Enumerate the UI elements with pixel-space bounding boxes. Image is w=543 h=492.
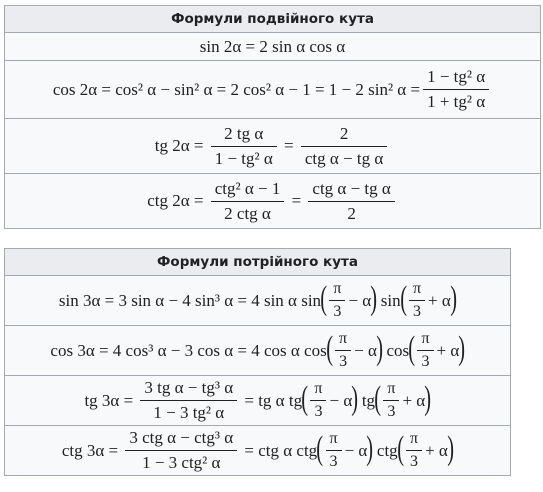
minus-alpha: − α: [329, 390, 353, 410]
fraction-denominator: 2 ctg α: [224, 203, 271, 223]
fraction-numerator: 1 − tg² α: [423, 67, 489, 90]
fraction-numerator: ctg α − tg α: [308, 179, 394, 202]
right-paren: ): [370, 279, 378, 317]
fraction-numerator: π: [310, 380, 326, 401]
right-paren: ): [424, 379, 432, 417]
fraction-numerator: ctg² α − 1: [211, 179, 285, 202]
right-paren: ): [450, 279, 457, 317]
tg-2a-fraction-1: [211, 124, 277, 168]
equals-sign: =: [291, 191, 302, 210]
equals-sign: =: [284, 136, 294, 155]
minus-alpha: − α: [348, 290, 372, 310]
left-paren: (: [301, 379, 309, 417]
triple-angle-table: [4, 248, 511, 476]
tg-2a-fraction-2: [301, 124, 387, 168]
left-paren: (: [320, 279, 328, 317]
fraction-numerator: 2 tg α: [211, 124, 277, 147]
cos-3a-formula: [5, 326, 511, 376]
tg-3a-rhs: = tg α tg: [244, 390, 303, 410]
right-paren: ): [351, 379, 359, 417]
cos-function: cos: [386, 340, 410, 360]
cos-3a-expression: cos 3α = 4 cos³ α − 3 cos α = 4 cos α cos: [50, 340, 327, 360]
right-paren: ): [376, 329, 383, 367]
right-paren: ): [447, 429, 454, 467]
fraction-denominator: 3: [314, 403, 323, 420]
cos-2a-fraction: [423, 67, 489, 111]
ctg-3a-rhs: = ctg α ctg: [244, 440, 318, 460]
tg-3a-fraction: [140, 378, 237, 422]
ctg-3a-fraction: [125, 428, 237, 472]
ctg-3a-lhs: ctg 3α =: [61, 440, 119, 460]
cos-2a-expression: cos 2α = cos² α − sin² α = 2 cos² α − 1 = 1 − 2 sin² α =: [52, 79, 421, 99]
plus-alpha: + α: [428, 290, 451, 310]
pi-over-3-fraction: [335, 330, 351, 372]
ctg-2a-formula: [5, 174, 541, 229]
cos-2a-formula: [5, 61, 541, 119]
tg-2a-formula: [5, 119, 541, 174]
left-paren: (: [325, 329, 333, 367]
sin-function: sin: [380, 290, 401, 310]
sin-2a-formula: sin 2α = 2 sin α cos α: [5, 33, 541, 61]
left-paren: (: [408, 329, 416, 367]
fraction-denominator: 1 − 3 tg² α: [153, 403, 225, 422]
sin-3a-formula: [5, 276, 511, 326]
ctg-3a-formula: [5, 426, 511, 476]
fraction-numerator: π: [326, 430, 342, 451]
left-paren: (: [399, 279, 407, 317]
plus-alpha: + α: [425, 440, 448, 460]
pi-over-3-fraction: [329, 280, 345, 322]
triple-angle-title: Формули потрійного кута: [5, 249, 511, 276]
fraction-numerator: π: [329, 280, 345, 301]
fraction-denominator: 3: [329, 453, 338, 470]
right-paren: ): [458, 329, 466, 367]
pi-over-3-fraction: [406, 430, 422, 472]
pi-over-3-fraction: [326, 430, 342, 472]
minus-alpha: − α: [344, 440, 368, 460]
fraction-numerator: π: [409, 280, 425, 301]
right-paren: ): [366, 429, 374, 467]
fraction-numerator: 3 tg α − tg³ α: [140, 378, 237, 401]
ctg-function: ctg: [376, 440, 398, 460]
fraction-denominator: 1 − 3 ctg² α: [142, 453, 221, 472]
plus-alpha: + α: [436, 340, 460, 360]
sin-3a-expression: sin 3α = 3 sin α − 4 sin³ α = 4 sin α sin: [58, 290, 322, 310]
ctg-2a-fraction-2: [308, 179, 394, 223]
fraction-numerator: 3 ctg α − ctg³ α: [125, 428, 237, 451]
pi-over-3-fraction: [409, 280, 425, 322]
ctg-2a-lhs: ctg 2α =: [147, 191, 204, 210]
fraction-denominator: 1 − tg² α: [214, 148, 273, 168]
fraction-numerator: π: [383, 380, 399, 401]
left-paren: (: [374, 379, 382, 417]
tg-3a-formula: [5, 376, 511, 426]
fraction-numerator: 2: [301, 124, 387, 147]
ctg-2a-fraction-1: [211, 179, 285, 223]
pi-over-3-fraction: [310, 380, 326, 422]
plus-alpha: + α: [402, 390, 426, 410]
pi-over-3-fraction: [417, 330, 433, 372]
double-angle-table: [4, 5, 541, 229]
tg-2a-lhs: tg 2α =: [154, 136, 204, 155]
double-angle-title: Формули подвійного кута: [5, 6, 541, 33]
fraction-denominator: 3: [421, 353, 430, 370]
fraction-denominator: 1 + tg² α: [427, 92, 486, 111]
fraction-denominator: ctg α − tg α: [304, 148, 384, 168]
tg-3a-lhs: tg 3α =: [84, 390, 134, 410]
fraction-denominator: 3: [410, 453, 419, 470]
fraction-denominator: 3: [387, 403, 396, 420]
fraction-denominator: 3: [333, 303, 342, 320]
pi-over-3-fraction: [383, 380, 399, 422]
fraction-numerator: π: [335, 330, 351, 351]
fraction-denominator: 3: [413, 303, 421, 320]
minus-alpha: − α: [354, 340, 377, 360]
fraction-denominator: 2: [347, 203, 356, 223]
left-paren: (: [396, 429, 404, 467]
fraction-numerator: π: [406, 430, 422, 451]
left-paren: (: [316, 429, 324, 467]
tg-function: tg: [361, 390, 376, 410]
fraction-denominator: 3: [339, 353, 348, 370]
fraction-numerator: π: [417, 330, 433, 351]
